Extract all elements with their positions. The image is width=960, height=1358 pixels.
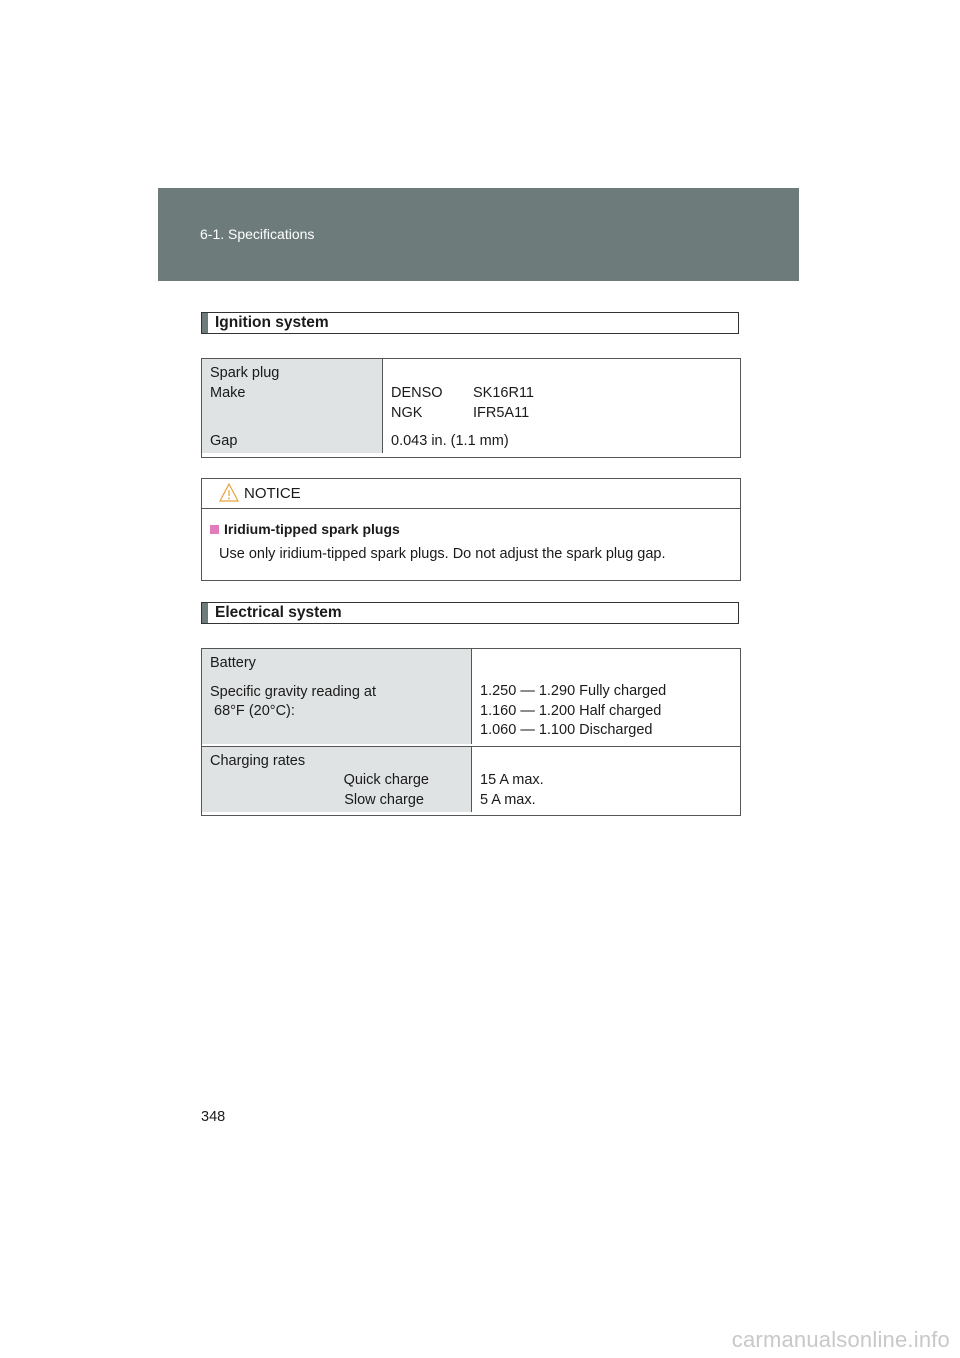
battery-label: Battery (210, 655, 256, 671)
table-row (202, 359, 740, 457)
notice-title: NOTICE (244, 485, 301, 502)
charging-value-cell (472, 747, 740, 816)
warning-triangle-icon (219, 483, 239, 502)
quick-charge-label: Quick charge (343, 772, 429, 788)
notice-box (201, 478, 741, 581)
section-title: 6-1. Specifications (200, 226, 315, 242)
spark-plug-value-cell (383, 359, 740, 457)
gravity-value: 1.160 — 1.200 Half charged (480, 702, 662, 719)
gap-value: 0.043 in. (1.1 mm) (391, 433, 509, 449)
heading-marker (202, 313, 208, 333)
notice-header (202, 479, 740, 509)
heading-marker (202, 603, 208, 623)
spark-plug-label: Spark plug (210, 365, 280, 381)
ignition-spec-table (201, 358, 741, 458)
spark-plug-label-cell (202, 359, 383, 453)
gap-label: Gap (210, 433, 238, 449)
table-row (202, 649, 740, 746)
battery-value-cell (472, 649, 740, 746)
make-value-row: DENSO SK16R11 (391, 385, 534, 401)
charging-label: Charging rates (210, 752, 306, 769)
page-number: 348 (201, 1109, 226, 1125)
make-values (391, 384, 732, 423)
watermark: carmanualsonline.info (731, 1327, 950, 1352)
square-bullet-icon (210, 525, 219, 534)
quick-charge-value: 15 A max. (480, 772, 544, 788)
electrical-heading-text: Electrical system (215, 604, 342, 621)
table-row (202, 746, 740, 816)
make-label: Make (210, 384, 246, 401)
battery-label-cell (202, 649, 472, 744)
notice-text: Use only iridium-tipped spark plugs. Do not adjust the spark plug gap. (219, 546, 666, 562)
gravity-value: 1.250 — 1.290 Fully charged (480, 683, 667, 699)
slow-charge-label: Slow charge (344, 791, 424, 808)
notice-item-title: Iridium-tipped spark plugs (210, 521, 400, 537)
slow-charge-value: 5 A max. (480, 791, 536, 808)
gravity-label-1: Specific gravity reading at (210, 683, 377, 700)
electrical-spec-table (201, 648, 741, 816)
electrical-heading (201, 602, 739, 624)
gravity-label-2: 68°F (20°C): (214, 703, 295, 719)
make-value-row: NGK IFR5A11 (391, 404, 530, 421)
gravity-value: 1.060 — 1.100 Discharged (480, 722, 653, 738)
ignition-heading-text: Ignition system (215, 314, 329, 331)
header-band (158, 188, 799, 281)
ignition-heading (201, 312, 739, 334)
charging-label-cell (202, 747, 472, 812)
